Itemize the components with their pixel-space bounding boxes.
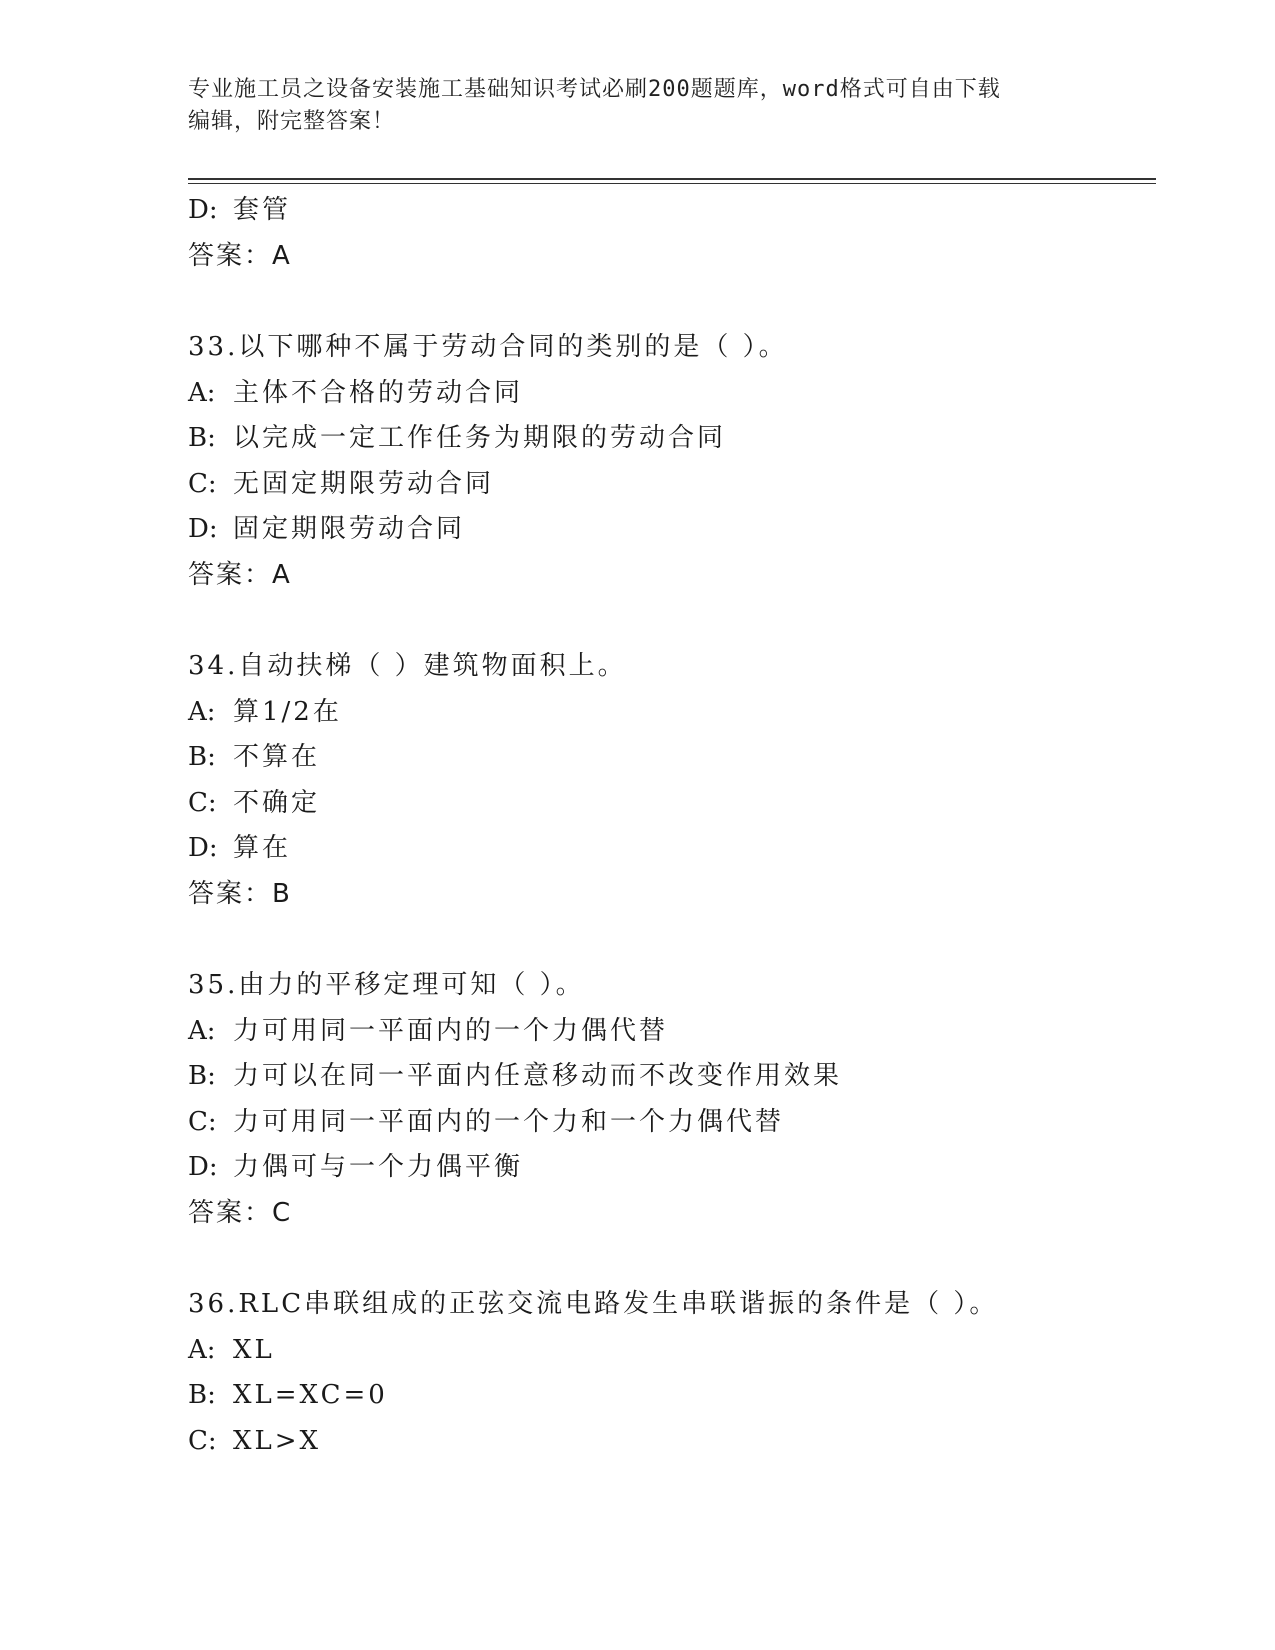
option-key: D: — [188, 833, 218, 863]
option-b — [188, 1054, 1148, 1100]
option-key: B: — [188, 742, 216, 772]
option-b — [188, 735, 1148, 781]
option-d — [188, 826, 1148, 872]
option-a — [188, 1328, 1148, 1374]
option-key: A: — [188, 1015, 216, 1046]
option-text: 以完成一定工作任务为期限的劳动合同 — [233, 423, 727, 453]
option-text: 力可用同一平面内的一个力偶代替 — [233, 1015, 669, 1046]
option-key: A: — [188, 377, 216, 408]
option-a — [188, 690, 1148, 736]
option-b — [188, 1373, 1148, 1419]
answer-line: 答案：A — [188, 240, 292, 271]
option-c — [188, 1419, 1148, 1465]
option-key: C: — [188, 1425, 217, 1456]
question-stem: 35.由力的平移定理可知（ ）。 — [188, 970, 585, 1000]
header-rule-thin — [188, 183, 1156, 184]
question-stem: 33.以下哪种不属于劳动合同的类别的是（ ）。 — [188, 332, 788, 362]
option-key: B: — [188, 1380, 216, 1410]
option-text: 不确定 — [233, 787, 321, 818]
option-text: 力可用同一平面内的一个力和一个力偶代替 — [233, 1106, 785, 1137]
option-text: 无固定期限劳动合同 — [233, 468, 495, 499]
option-key: B: — [188, 1061, 216, 1091]
option-text: 固定期限劳动合同 — [233, 514, 466, 544]
option-text: XL — [233, 1334, 275, 1365]
option-key: A: — [188, 1334, 216, 1365]
option-text: 算1/2在 — [233, 696, 342, 727]
option-b — [188, 416, 1148, 462]
option-key: A: — [188, 696, 216, 727]
header-title-line-2: 编辑，附完整答案！ — [188, 109, 396, 134]
option-a — [188, 1009, 1148, 1055]
spacer — [188, 598, 1148, 644]
option-d — [188, 507, 1148, 553]
option-text: 算在 — [233, 833, 292, 863]
question-stem: 34.自动扶梯（ ）建筑物面积上。 — [188, 651, 627, 681]
document-header — [188, 74, 1068, 138]
question-list — [188, 188, 1148, 1464]
option-text: 不算在 — [233, 742, 321, 772]
option-text: XL>X — [233, 1425, 322, 1456]
option-d — [188, 1145, 1148, 1191]
option-text: 套管 — [233, 195, 292, 225]
option-d — [188, 188, 1148, 234]
spacer — [188, 1236, 1148, 1282]
option-key: C: — [188, 468, 217, 499]
option-a — [188, 371, 1148, 417]
answer-line: 答案：A — [188, 559, 292, 590]
option-text: 力可以在同一平面内任意移动而不改变作用效果 — [233, 1061, 843, 1091]
spacer — [188, 917, 1148, 963]
option-c — [188, 1100, 1148, 1146]
option-key: B: — [188, 423, 216, 453]
option-c — [188, 462, 1148, 508]
header-rule-thick — [188, 178, 1156, 180]
option-key: C: — [188, 1106, 217, 1137]
option-key: D: — [188, 1152, 218, 1182]
option-key: D: — [188, 195, 218, 225]
spacer — [188, 279, 1148, 325]
option-c — [188, 781, 1148, 827]
option-text: 力偶可与一个力偶平衡 — [233, 1152, 524, 1182]
option-key: C: — [188, 787, 217, 818]
option-text: 主体不合格的劳动合同 — [233, 377, 524, 408]
answer-line: 答案：C — [188, 1197, 293, 1228]
answer-line: 答案：B — [188, 878, 292, 909]
option-key: D: — [188, 514, 218, 544]
question-stem: 36.RLC串联组成的正弦交流电路发生串联谐振的条件是（ ）。 — [188, 1289, 999, 1319]
header-title-line-1: 专业施工员之设备安装施工基础知识考试必刷200题题库，word格式可自由下载 — [188, 77, 1001, 102]
option-text: XL=XC=0 — [233, 1380, 388, 1410]
